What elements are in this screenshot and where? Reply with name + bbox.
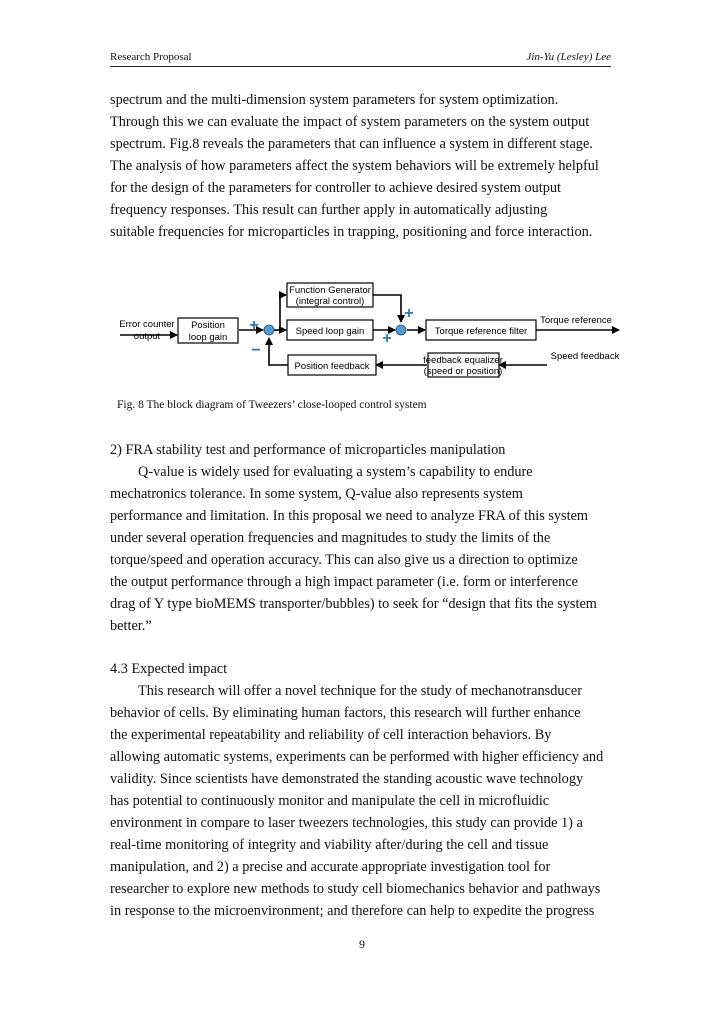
- plus-sign-junction-2-left: +: [382, 330, 392, 347]
- header-author: Jin-Yu (Lesley) Lee: [526, 51, 611, 63]
- text-line: spectrum and the multi-dimension system parameters for system optimization.: [110, 92, 559, 108]
- text-line: in response to the microenvironment; and therefore can help to expedite the progress: [110, 903, 595, 919]
- text-line: manipulation, and 2) a precise and accurate appropriate investigation tool for: [110, 859, 551, 875]
- summing-junction-1: [264, 325, 274, 335]
- summing-junction-2: [396, 325, 406, 335]
- text-line: environment in compare to laser tweezers technologies, this study can provide 1) a: [110, 815, 583, 831]
- plus-sign-junction-2-top: +: [404, 305, 414, 322]
- label-speed-or-position: (speed or position): [423, 366, 503, 377]
- control-block-diagram: [117, 275, 622, 385]
- text-line: The analysis of how parameters affect the system behaviors will be extremely helpful: [110, 158, 599, 174]
- section-2: [110, 439, 620, 637]
- page-number: 9: [359, 937, 365, 951]
- arrow-to-function-generator: [280, 295, 286, 330]
- label-integral-control: (integral control): [295, 296, 365, 307]
- label-position-feedback: Position feedback: [294, 361, 370, 372]
- text-line: validity. Since scientists have demonstrated the standing acoustic wave technology: [110, 771, 584, 787]
- intro-paragraph: [110, 89, 620, 243]
- label-loop-gain: loop gain: [188, 332, 228, 343]
- text-line: Through this we can evaluate the impact of system parameters on the system output: [110, 114, 590, 130]
- label-speed-loop: Speed loop gain: [295, 326, 365, 337]
- arrow-fg-to-junction-2: [373, 295, 401, 322]
- section-4-3: [110, 658, 620, 922]
- text-line: torque/speed and operation accuracy. This can also give us a direction to optimize: [110, 552, 578, 568]
- label-speed-feedback: Speed feedback: [550, 351, 620, 362]
- label-error-counter: Error counter: [119, 319, 175, 330]
- text-line: This research will offer a novel technique for the study of mechanotransducer: [138, 683, 582, 699]
- plus-sign-junction-1: +: [249, 317, 259, 334]
- text-line: performance and limitation. In this proposal we need to analyze FRA of this system: [110, 508, 589, 524]
- text-line: for the design of the parameters for controller to achieve desired system output: [110, 180, 561, 196]
- page-header: [110, 50, 611, 67]
- text-line: the experimental repeatability and reliability of cell interaction behaviors. By: [110, 727, 552, 743]
- text-line: better.”: [110, 618, 152, 634]
- label-error-counter-output: output: [133, 331, 161, 342]
- text-line: Q-value is widely used for evaluating a system’s capability to endure: [138, 464, 533, 480]
- label-feedback-equalizer: feedback equalizer: [423, 355, 503, 366]
- label-position-loop: Position: [191, 320, 225, 331]
- text-line: the output performance through a high impact parameter (i.e. form or interference: [110, 574, 579, 590]
- text-line: drag of Y type bioMEMS transporter/bubbles) to seek for “design that fits the system: [110, 596, 597, 612]
- text-line: allowing automatic systems, experiments can be performed with higher efficiency and: [110, 749, 604, 765]
- text-line: frequency responses. This result can further apply in automatically adjusting: [110, 202, 548, 218]
- label-torque-reference: Torque reference: [540, 315, 612, 326]
- text-line: has potential to continuously monitor and manipulate the cell in microfluidic: [110, 793, 550, 809]
- text-line: real-time monitoring of integrity and viability after/during the cell and tissue: [110, 837, 549, 853]
- text-line: under several operation frequencies and magnitudes to study the limits of the: [110, 530, 551, 546]
- text-line: researcher to explore new methods to study cell biomechanics behavior and pathways: [110, 881, 601, 897]
- text-line: behavior of cells. By eliminating human factors, this research will further enhance: [110, 705, 581, 721]
- figure-caption: Fig. 8 The block diagram of Tweezers’ close-looped control system: [117, 399, 427, 411]
- section-heading: 4.3 Expected impact: [110, 661, 228, 677]
- minus-sign-junction-1: −: [251, 342, 261, 359]
- header-title: Research Proposal: [110, 51, 192, 63]
- label-function-generator: Function Generator: [289, 285, 371, 296]
- text-line: mechatronics tolerance. In some system, Q-value also represents system: [110, 486, 523, 502]
- label-torque-filter: Torque reference filter: [434, 326, 528, 337]
- section-heading: 2) FRA stability test and performance of microparticles manipulation: [110, 442, 506, 458]
- text-line: spectrum. Fig.8 reveals the parameters that can influence a system in different stage.: [110, 136, 593, 152]
- text-line: suitable frequencies for microparticles in trapping, positioning and force interaction.: [110, 224, 593, 240]
- arrow-feedback-to-junction-1: [269, 338, 288, 365]
